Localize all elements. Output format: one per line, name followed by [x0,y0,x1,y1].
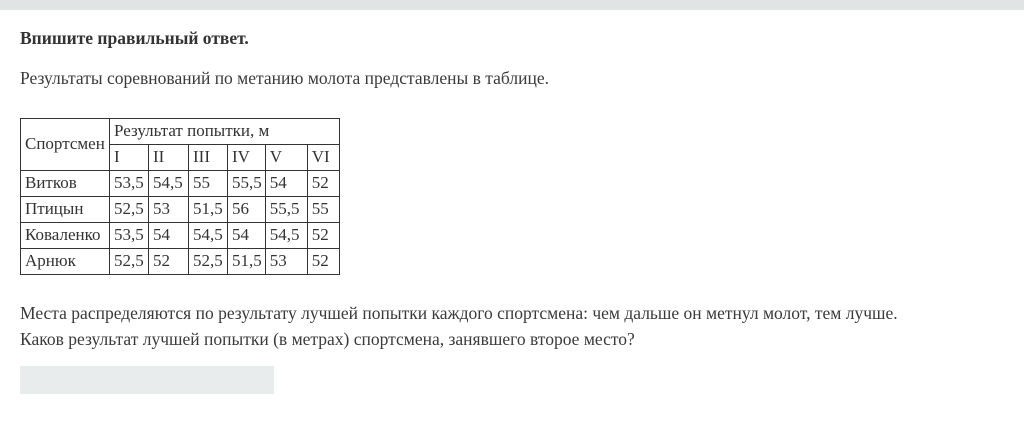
athlete-name: Коваленко [21,222,110,248]
table-row [21,170,340,196]
answer-input[interactable] [20,366,274,394]
attempt-value: 52 [307,170,339,196]
results-group-header: Результат попытки, м [110,118,340,144]
athlete-column-header: Спортсмен [21,118,110,170]
attempt-value: 55 [189,170,228,196]
attempt-header-1: I [110,144,149,170]
top-bar [0,0,1024,10]
attempt-header-4: IV [228,144,266,170]
question-note [20,300,1004,352]
table-row [21,248,340,274]
attempt-value: 52,5 [110,196,149,222]
attempt-value: 53 [265,248,307,274]
question-instruction: Впишите правильный ответ. [20,28,249,48]
attempt-value: 53 [149,196,189,222]
attempt-value: 52 [307,248,339,274]
results-table [20,118,340,275]
attempt-value: 51,5 [189,196,228,222]
attempt-header-3: III [189,144,228,170]
athlete-name: Витков [21,170,110,196]
attempt-header-6: VI [307,144,339,170]
attempt-value: 51,5 [228,248,266,274]
question-area [0,10,1024,394]
attempt-value: 55 [307,196,339,222]
attempt-value: 55,5 [228,170,266,196]
attempt-value: 53,5 [110,222,149,248]
table-row [21,196,340,222]
attempt-value: 56 [228,196,266,222]
attempt-value: 55,5 [265,196,307,222]
attempt-value: 54 [228,222,266,248]
note-line-2: Каков результат лучшей попытки (в метрах) спортсмена, занявшего второе место? [20,328,635,349]
table-row [21,222,340,248]
table-header-row-top [21,118,340,144]
attempt-value: 52,5 [110,248,149,274]
attempt-value: 52 [307,222,339,248]
note-line-1: Места распределяются по результату лучшей попытки каждого спортсмена: чем дальше он метнул молот, тем лучше. [20,302,898,323]
attempt-header-5: V [265,144,307,170]
attempt-value: 52 [149,248,189,274]
attempt-value: 54,5 [189,222,228,248]
athlete-name: Птицын [21,196,110,222]
attempt-value: 53,5 [110,170,149,196]
attempt-value: 54 [265,170,307,196]
question-intro-text: Результаты соревнований по метанию молота представлены в таблице. [20,68,550,88]
attempt-value: 54,5 [265,222,307,248]
attempt-value: 54,5 [149,170,189,196]
attempt-value: 52,5 [189,248,228,274]
athlete-name: Арнюк [21,248,110,274]
attempt-header-2: II [149,144,189,170]
attempt-value: 54 [149,222,189,248]
